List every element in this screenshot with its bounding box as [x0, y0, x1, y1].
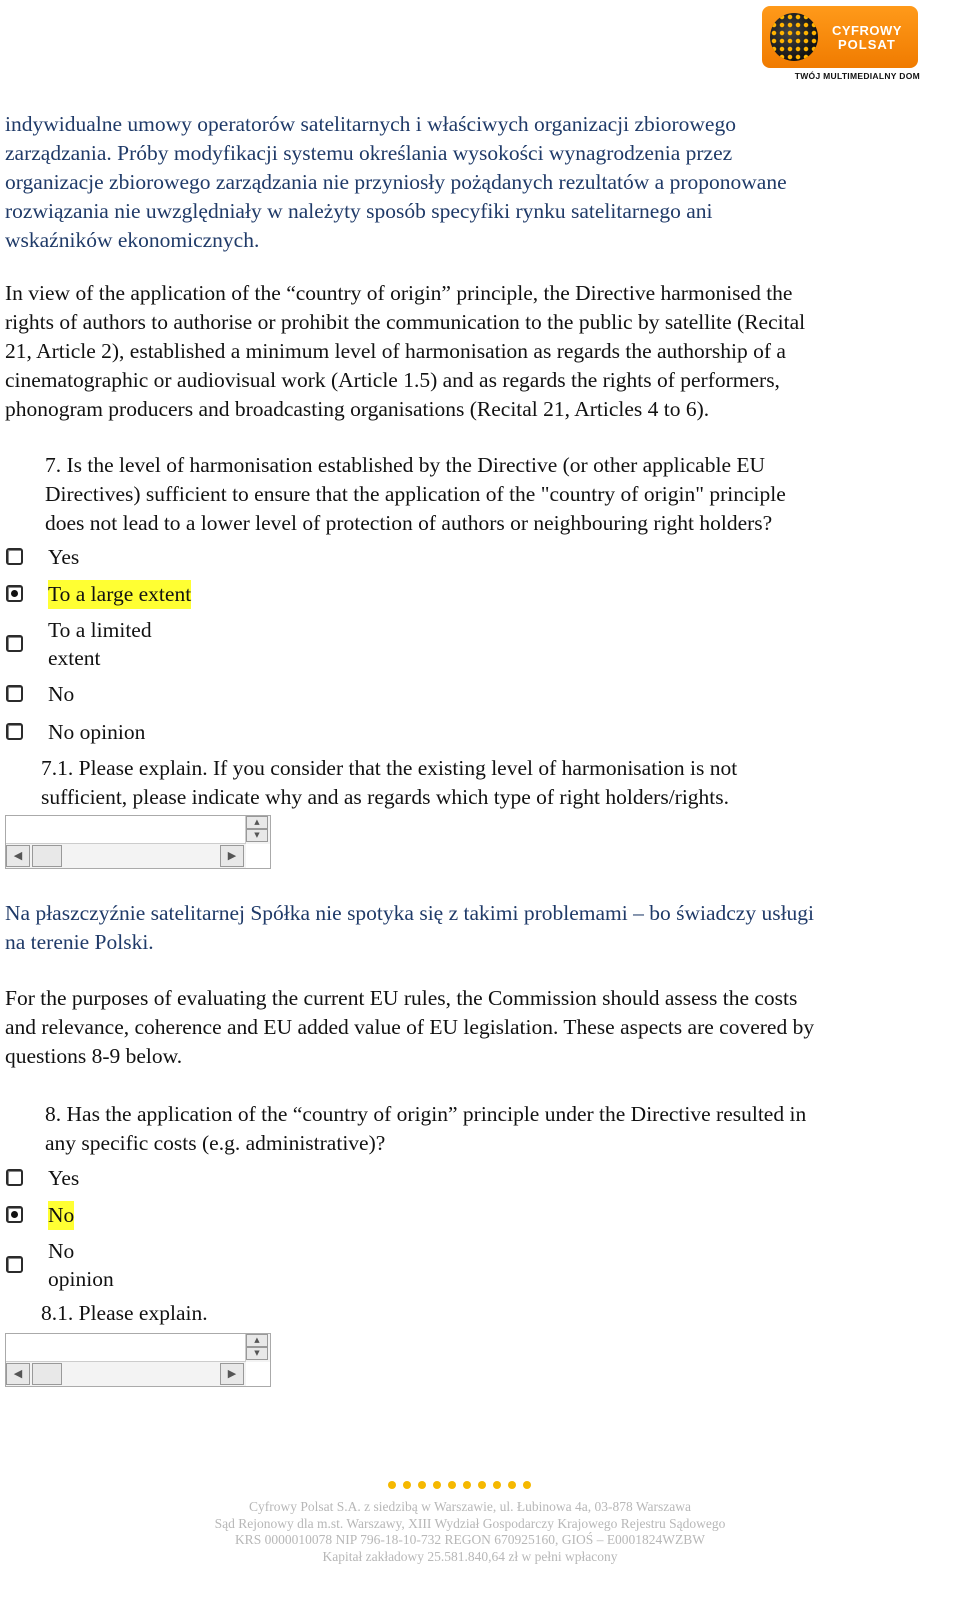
scroll-thumb[interactable] — [32, 1363, 62, 1385]
option-label: opinion — [48, 1267, 114, 1291]
text-line: Directives) sufficient to ensure that the application of the "country of origin" principle — [45, 482, 786, 506]
radio-button-selected[interactable] — [6, 1206, 23, 1223]
text-line: sufficient, please indicate why and as regards which type of right holders/rights. — [41, 785, 730, 809]
footer-line: Kapitał zakładowy 25.581.840,64 zł w pełni wpłacony — [322, 1548, 618, 1564]
footer-company-info — [0, 1499, 940, 1565]
option-label: No — [48, 1239, 75, 1263]
logo-tagline: TWÓJ MULTIMEDIALNY DOM — [794, 71, 920, 81]
radio-button[interactable] — [6, 723, 23, 740]
option-label: No opinion — [48, 720, 146, 744]
text-line: In view of the application of the “country of origin” principle, the Directive harmonised the — [5, 281, 793, 305]
text-line: Na płaszczyźnie satelitarnej Spółka nie spotyka się z takimi problemami – bo świadczy usługi — [5, 901, 815, 925]
text-line: any specific costs (e.g. administrative)? — [45, 1131, 386, 1155]
text-line: questions 8-9 below. — [5, 1044, 183, 1068]
option-label: Yes — [48, 545, 80, 569]
scroll-right-icon[interactable]: ▶ — [220, 845, 244, 867]
text-line: and relevance, coherence and EU added value of EU legislation. These aspects are covered by — [5, 1015, 815, 1039]
vertical-scrollbar[interactable] — [245, 1334, 270, 1362]
text-line: zarządzania. Próby modyfikacji systemu określania wysokości wynagrodzenia przez — [5, 141, 733, 165]
text-line: rozwiązania nie uwzględniały w należyty sposób specyfiki rynku satelitarnego ani — [5, 199, 713, 223]
logo-text-line1: CYFROWY — [832, 23, 902, 38]
scroll-right-icon[interactable]: ▶ — [220, 1363, 244, 1385]
horizontal-scrollbar[interactable] — [6, 1361, 246, 1386]
footer-dots-decoration — [388, 1476, 538, 1494]
text-line: 21, Article 2), established a minimum level of harmonisation as regards the authorship of a — [5, 339, 786, 363]
scroll-left-icon[interactable]: ◀ — [6, 1363, 30, 1385]
text-line: 7.1. Please explain. If you consider that the existing level of harmonisation is not — [41, 756, 738, 780]
text-line: For the purposes of evaluating the current EU rules, the Commission should assess the costs — [5, 986, 798, 1010]
radio-button-selected[interactable] — [6, 585, 23, 602]
option-label: No — [48, 682, 75, 706]
radio-button[interactable] — [6, 1169, 23, 1186]
text-line: rights of authors to authorise or prohibit the communication to the public by satellite (Recital — [5, 310, 806, 334]
intro-polish-paragraph — [5, 110, 787, 255]
globe-icon — [770, 13, 818, 61]
company-logo — [762, 6, 918, 68]
scroll-up-icon[interactable]: ▲ — [246, 816, 268, 829]
scroll-down-icon[interactable]: ▼ — [246, 829, 268, 842]
footer-line: Cyfrowy Polsat S.A. z siedzibą w Warszawie, ul. Łubinowa 4a, 03-878 Warszawa — [249, 1499, 691, 1514]
scroll-up-icon[interactable]: ▲ — [246, 1334, 268, 1347]
text-line: cinematographic or audiovisual work (Article 1.5) and as regards the rights of performers, — [5, 368, 780, 392]
intro-english-paragraph — [5, 279, 805, 424]
scroll-left-icon[interactable]: ◀ — [6, 845, 30, 867]
radio-button[interactable] — [6, 635, 23, 652]
scroll-thumb[interactable] — [32, 845, 62, 867]
radio-button[interactable] — [6, 548, 23, 565]
horizontal-scrollbar[interactable] — [6, 843, 246, 868]
footer-line: KRS 0000010078 NIP 796-18-10-732 REGON 670925160, GIOŚ – E0001824WZBW — [234, 1532, 706, 1547]
vertical-scrollbar[interactable] — [245, 816, 270, 844]
footer-line: Sąd Rejonowy dla m.st. Warszawy, XIII Wydział Gospodarczy Krajowego Rejestru Sądowego — [214, 1515, 726, 1531]
text-line: organizacje zbiorowego zarządzania nie przyniosły pożądanych rezultatów a proponowane — [5, 170, 787, 194]
option-label: Yes — [48, 1166, 80, 1190]
option-label: To a large extent — [48, 580, 191, 609]
text-line: phonogram producers and broadcasting organisations (Recital 21, Articles 4 to 6). — [5, 397, 710, 421]
option-label: extent — [48, 646, 101, 670]
q7-answer-text — [5, 899, 814, 957]
logo-text-line2: POLSAT — [838, 37, 896, 52]
radio-button[interactable] — [6, 1256, 23, 1273]
radio-button[interactable] — [6, 685, 23, 702]
q7-explain-textarea[interactable] — [5, 815, 271, 869]
text-line: 7. Is the level of harmonisation established by the Directive (or other applicable EU — [45, 453, 766, 477]
option-label: To a limited — [48, 618, 152, 642]
question-7-text — [45, 451, 786, 538]
text-line: 8. Has the application of the “country of origin” principle under the Directive resulted in — [45, 1102, 807, 1126]
text-line: na terenie Polski. — [5, 930, 154, 954]
q8-explain-textarea[interactable] — [5, 1333, 271, 1387]
scroll-down-icon[interactable]: ▼ — [246, 1347, 268, 1360]
option-label: No — [48, 1201, 74, 1230]
question-8-text — [45, 1100, 806, 1158]
question-7-1-text — [41, 754, 737, 812]
text-line: wskaźników ekonomicznych. — [5, 228, 260, 252]
question-8-1-text: 8.1. Please explain. — [41, 1301, 208, 1325]
text-line: does not lead to a lower level of protection of authors or neighbouring right holders? — [45, 511, 773, 535]
text-line: indywidualne umowy operatorów satelitarnych i właściwych organizacji zbiorowego — [5, 112, 736, 136]
evaluation-paragraph — [5, 984, 814, 1071]
